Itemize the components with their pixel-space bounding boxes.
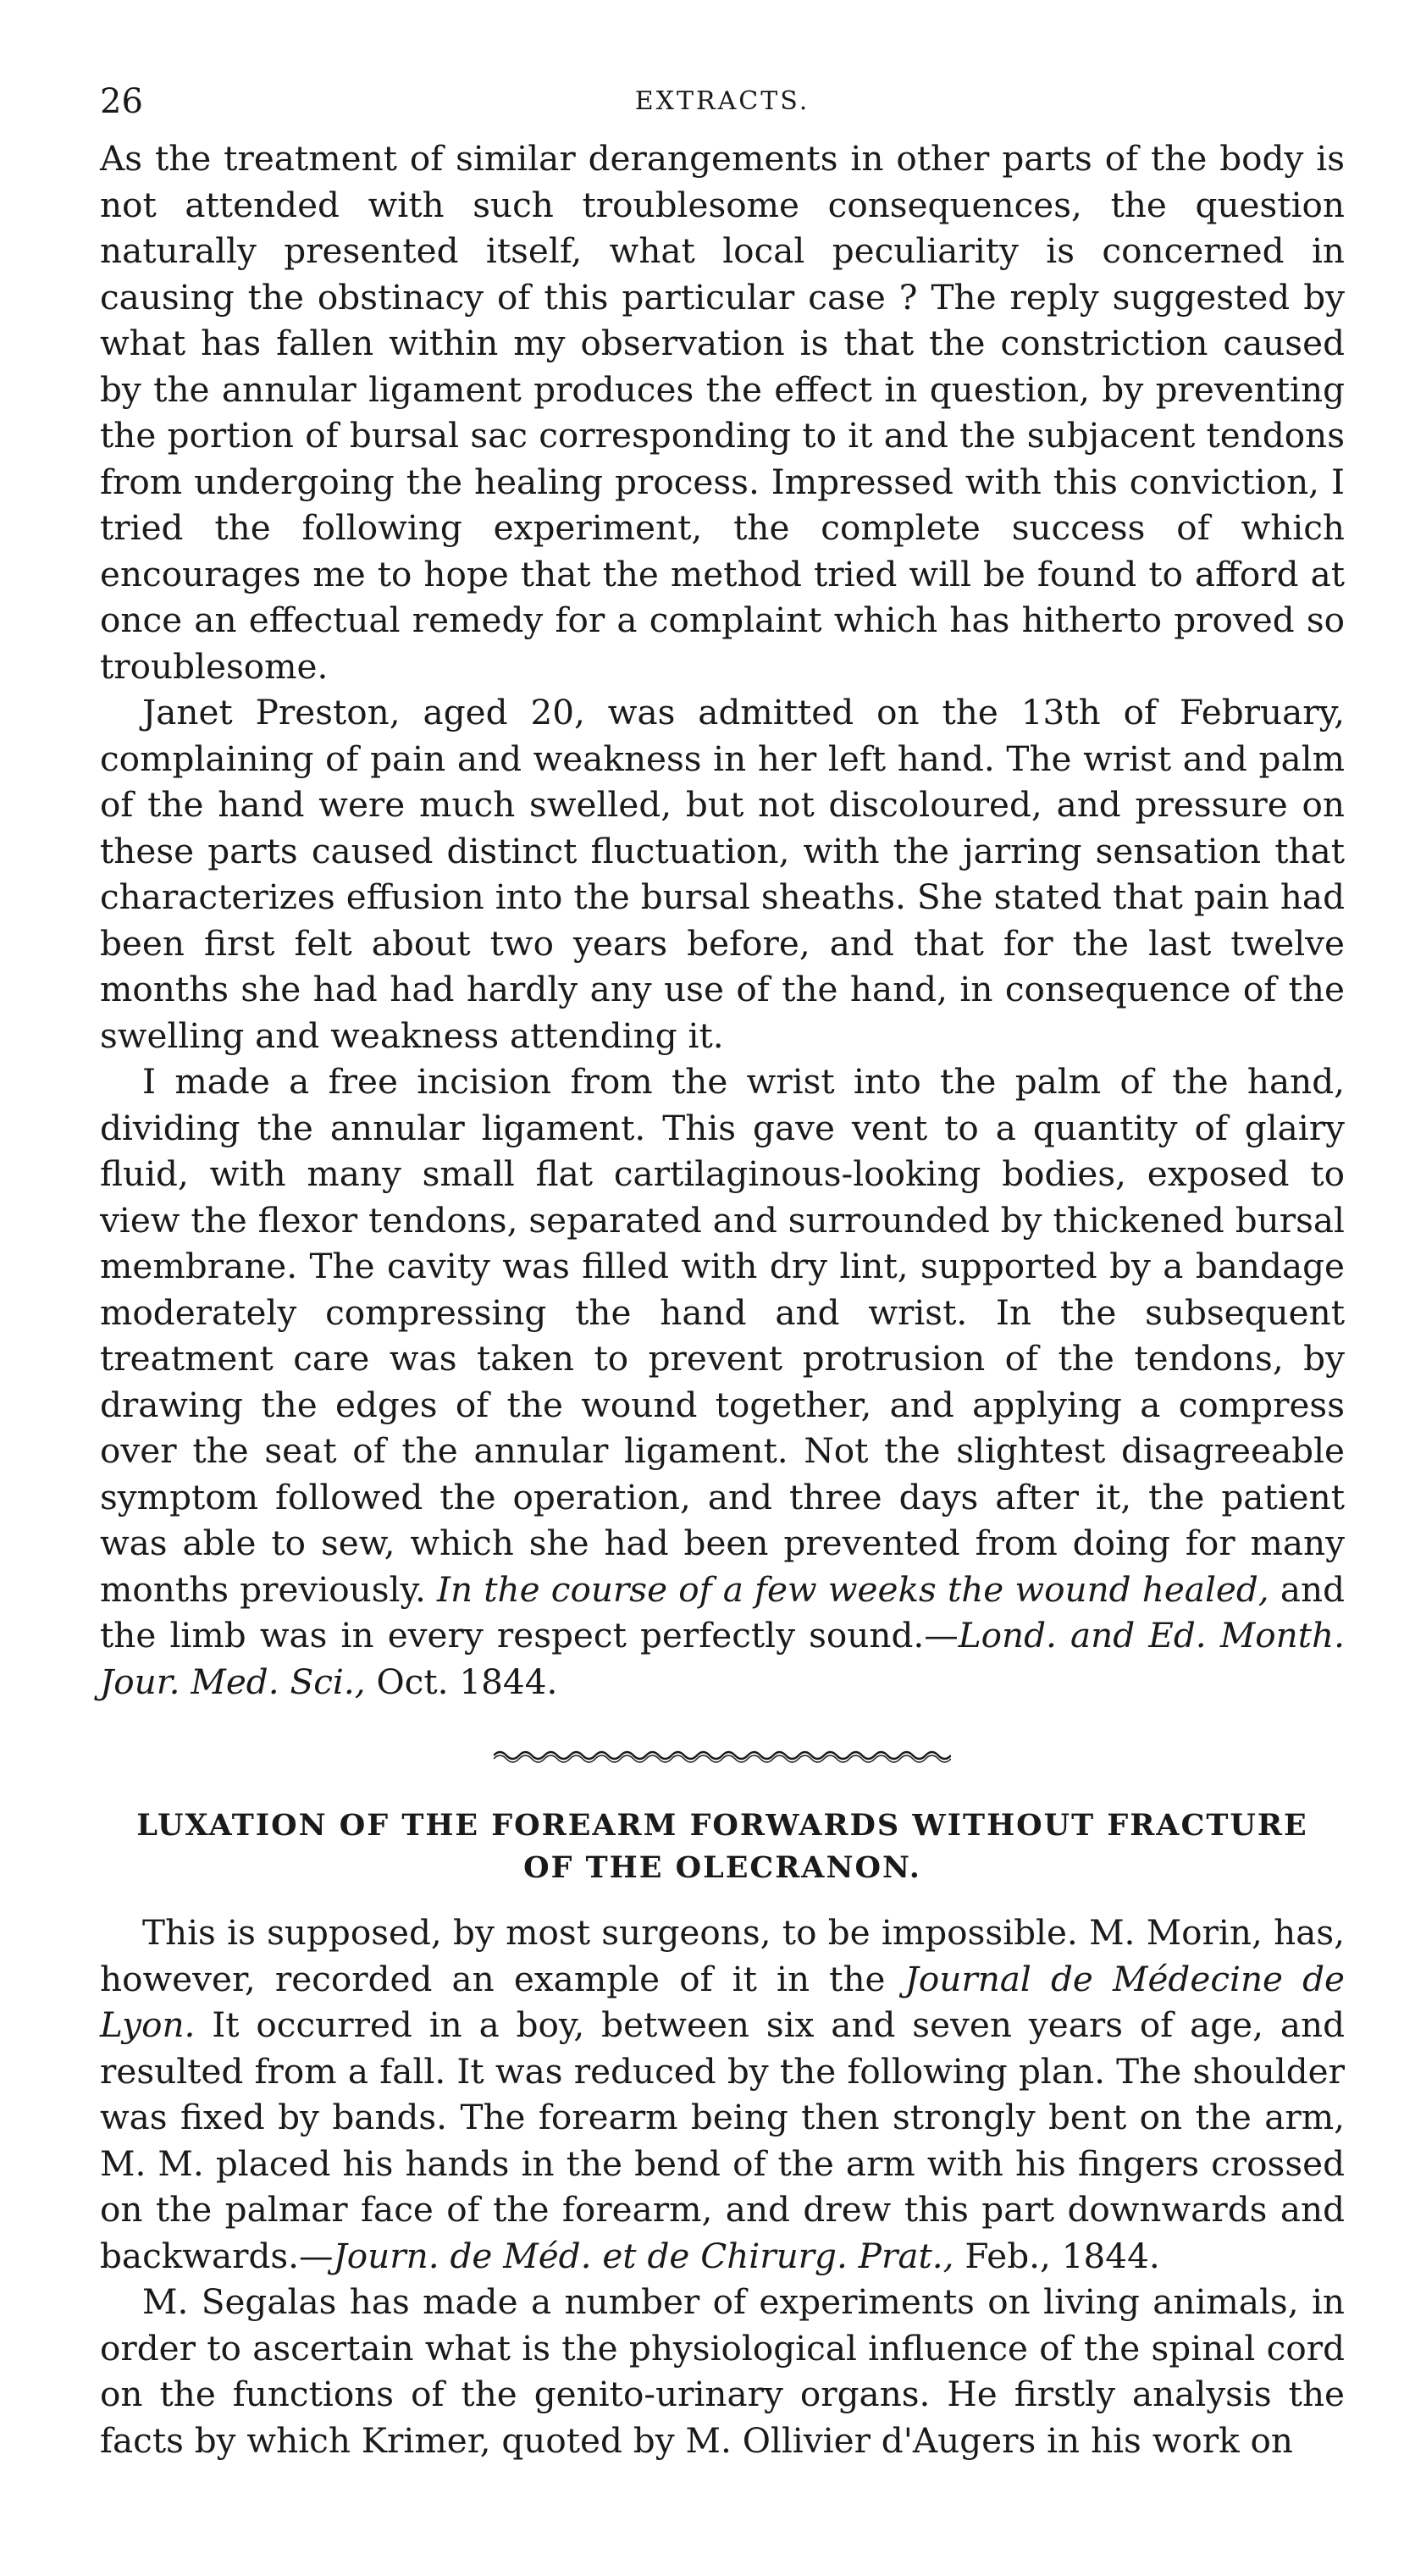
operation-text: I made a free incision from the wrist into the palm of the hand, dividing the annular ligament. This gave vent to a quantity of glairy fluid, with many small flat cartilaginous-looking bodies, exposed to view the flexor tendons, separated and surrounded by thickened bursal membrane. The cavity was filled with dry lint, supported by a bandage moderately compressing the hand and wrist. In the subsequent treatment care was taken to prevent protrusion of the tendons, by drawing the edges of the wound together, and applying a compress over the seat of the annular ligament. Not the slightest disagreeable symptom followed the operation, and three days after it, the patient was able to sew, which she had been prevented from doing for many months previously.	[100, 1061, 1345, 1610]
citation-source: Lond. and Ed. Month. Jour. Med. Sci.,	[100, 1615, 1345, 1702]
luxation-text-b: It occurred in a boy, between six and seven years of age, and resulted from a fall. It was reduced by the following plan. The shoulder was fixed by bands. The forearm being then strongly bent on the arm, M. M. placed his hands in the bend of the arm with his fingers crossed on the palmar face of the forearm, and drew this part downwards and backwards.—	[100, 2004, 1345, 2276]
paragraph-operation	[100, 1059, 1345, 1705]
page-number: 26	[100, 82, 143, 121]
section-heading: LUXATION OF THE FOREARM FORWARDS WITHOUT FRACTURE OF THE OLECRANON.	[136, 1808, 1308, 1885]
running-title: EXTRACTS.	[634, 86, 810, 116]
book-page	[100, 76, 1345, 2463]
operation-italic-text: In the course of a few weeks the wound healed,	[437, 1568, 1269, 1610]
article-luxation	[100, 1805, 1345, 2463]
citation-date: Oct. 1844.	[376, 1661, 558, 1702]
wavy-rule-divider	[494, 1745, 951, 1766]
luxation-text-a: This is supposed, by most surgeons, to be impossible. M. Morin, has, however, recorded an example of it in the	[100, 1912, 1345, 1999]
paragraph-segalas-experiments: M. Segalas has made a number of experiments on living animals, in order to ascertain what is the physiological influence of the spinal cord on the functions of the genito-urinary organs. He firstly analysis the facts by which Krimer, quoted by M. Ollivier d'Augers in his work on	[100, 2281, 1345, 2461]
paragraph-treatment-rationale: As the treatment of similar derangements in other parts of the body is not attended with such troublesome consequences, the question naturally presented itself, what local peculiarity is concerned in causing the obstinacy of this particular case ? The reply suggested by what has fallen within my observation is that the constriction caused by the annular ligament produces the effect in question, by preventing the portion of bursal sac corresponding to it and the subjacent tendons from undergoing the healing process. Impressed with this conviction, I tried the following experiment, the complete success of which encourages me to hope that the method tried will be found to afford at once an effectual remedy for a complaint which has hitherto proved so troublesome.	[100, 138, 1345, 687]
paragraph-case-history: Janet Preston, aged 20, was admitted on the 13th of February, complaining of pain and weakness in her left hand. The wrist and palm of the hand were much swelled, but not discoloured, and pressure on these parts caused distinct fluctuation, with the jarring sensation that characterizes effusion into the bursal sheaths. She stated that pain had been first felt about two years before, and that for the last twelve months she had had hardly any use of the hand, in consequence of the swelling and weakness attending it.	[100, 692, 1345, 1056]
paragraph-luxation-case	[100, 1910, 1345, 2279]
journal-title: Journal de Médecine de Lyon.	[100, 1958, 1346, 2045]
running-head	[100, 76, 1345, 127]
operation-closing-text: and the limb was in every respect perfectly sound.—	[100, 1568, 1345, 1656]
article-bursal-treatment	[100, 135, 1345, 1705]
luxation-citation-source: Journ. de Méd. et de Chirurg. Prat.,	[333, 2235, 954, 2276]
luxation-citation-date: Feb., 1844.	[965, 2235, 1160, 2276]
